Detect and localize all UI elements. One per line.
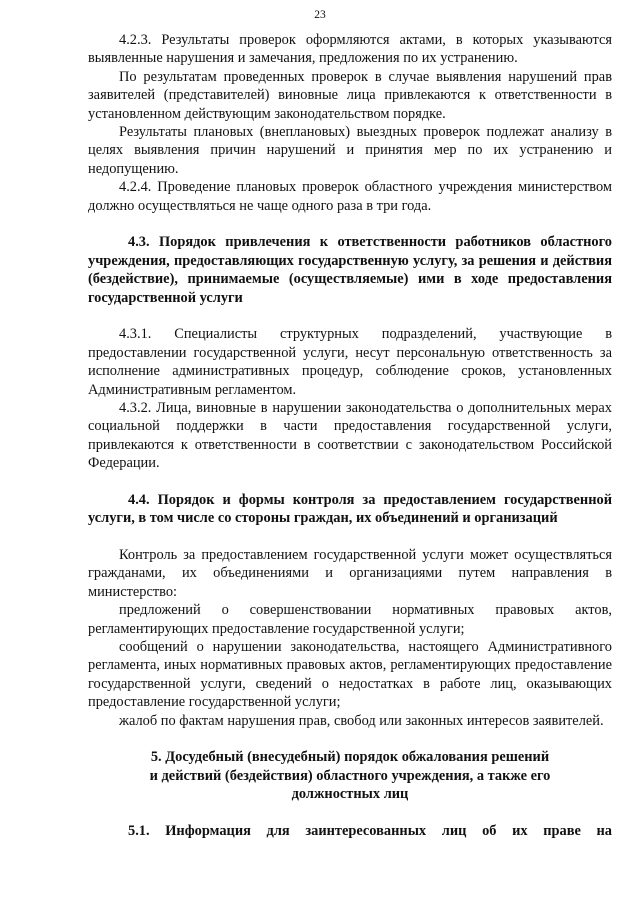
heading-section-5-line-1: 5. Досудебный (внесудебный) порядок обжалования решений — [150, 748, 550, 765]
paragraph-4-3-1: 4.3.1. Специалисты структурных подразделений, участвующие в предоставлении государственной услуги, несут персональную ответственность за исполнение административных процедур, соблюдение сроков, установленных Административным регламентом. — [88, 326, 612, 398]
heading-section-5-line-3: должностных лиц — [291, 786, 409, 803]
paragraph-violations-responsibility: По результатам проведенных проверок в случае выявления нарушений прав заявителей (представителей) виновные лица привлекаются к ответственности в установленном действующим законодательством порядке. — [88, 68, 612, 122]
paragraph-4-2-4: 4.2.4. Проведение плановых проверок областного учреждения министерством должно осуществляться не чаще одного раза в три года. — [88, 179, 612, 214]
paragraph-4-2-3: 4.2.3. Результаты проверок оформляются актами, в которых указываются выявленные нарушения и замечания, предложения по их устранению. — [88, 32, 612, 67]
heading-4-3: 4.3. Порядок привлечения к ответственности работников областного учреждения, предоставляющих государственную услугу, за решения и действия (бездействие), принимаемые (осуществляемые) ими в ходе предоставления государственной услуги — [88, 234, 612, 306]
paragraph-inspection-analysis: Результаты плановых (внеплановых) выездных проверок подлежат анализу в целях выявления причин нарушений и принятия мер по их устранению и недопущению. — [88, 124, 612, 177]
heading-section-5 — [88, 748, 612, 804]
list-item-reports: сообщений о нарушении законодательства, настоящего Административного регламента, иных нормативных правовых актов, регламентирующих предоставление государственной услуги, сведений о недостатках в работе лиц, оказывающих предоставление государственной услуги; — [88, 638, 612, 711]
document-body — [88, 31, 612, 840]
paragraph-4-3-2: 4.3.2. Лица, виновные в нарушении законодательства о дополнительных мерах социальной поддержки в части предоставления государственной услуги, привлекаются к ответственности в соответствии с законодательством Российской Федерации. — [88, 400, 612, 472]
heading-section-5-line-2: и действий (бездействия) областного учреждения, а также его — [149, 767, 551, 784]
page-number: 23 — [314, 9, 326, 21]
heading-5-1: 5.1. Информация для заинтересованных лиц об их праве на — [128, 822, 612, 839]
paragraph-control-by-citizens: Контроль за предоставлением государственной услуги может осуществляться гражданами, их объединениями и организациями путем направления в министерство: — [88, 546, 612, 600]
list-item-proposals: предложений о совершенствовании нормативных правовых актов, регламентирующих предоставление государственной услуги; — [88, 602, 612, 637]
heading-4-4: 4.4. Порядок и формы контроля за предоставлением государственной услуги, в том числе со стороны граждан, их объединений и организаций — [88, 491, 612, 527]
list-item-complaints: жалоб по фактам нарушения прав, свобод или законных интересов заявителей. — [119, 712, 604, 729]
